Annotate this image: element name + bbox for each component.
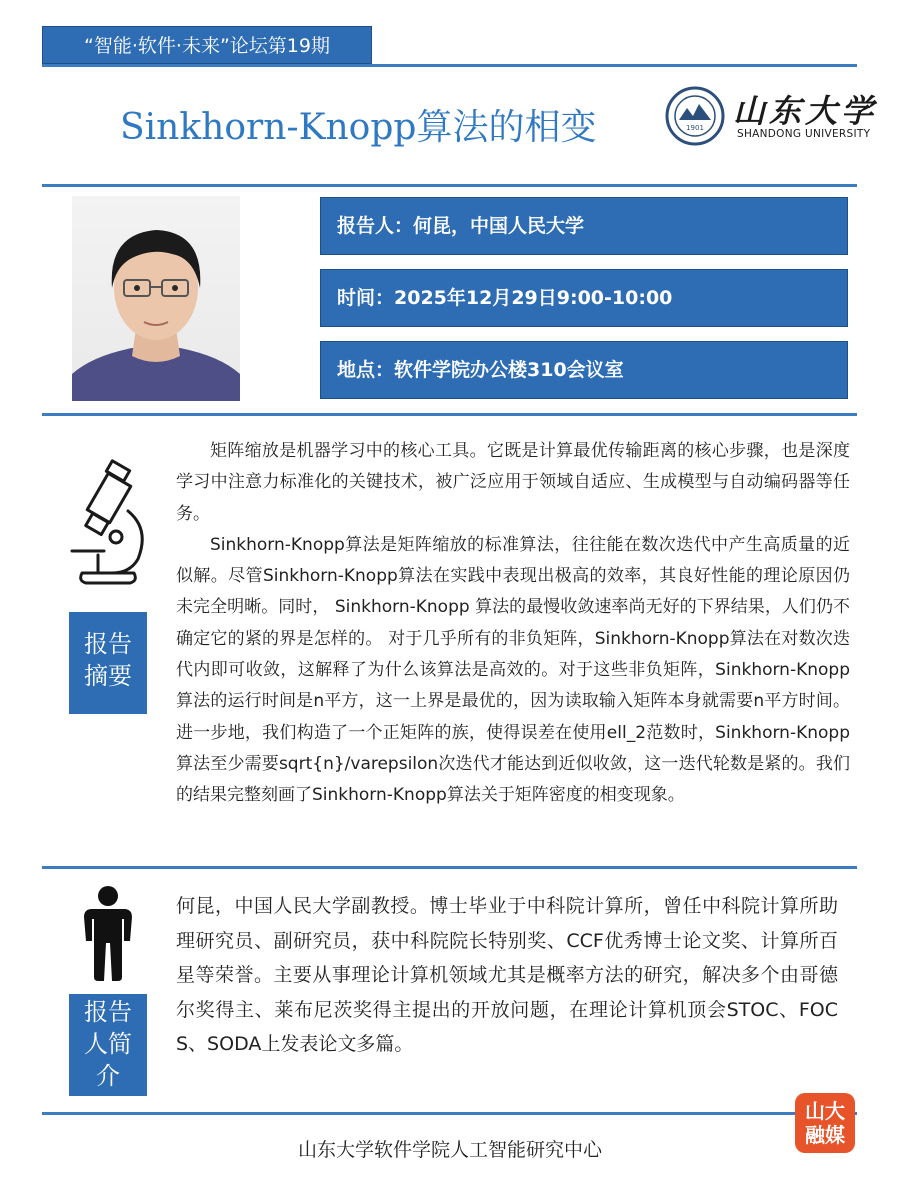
info-divider xyxy=(42,413,857,416)
bio-text: 何昆，中国人民大学副教授。博士毕业于中科院计算所，曾任中科院计算所助理研究员、副研究员，获中科院院长特别奖、CCF优秀博士论文奖、计算所百星等荣誉。主要从事理论计算机领域尤其是概率方法的研究，解决多个由哥德尔奖得主、莱布尼茨奖得主提出的开放问题，在理论计算机顶会STOC、FOCS、SODA上发表论文多篇。 xyxy=(176,895,838,1055)
university-name-chinese: 山东大学 xyxy=(733,92,878,130)
speaker-info-bar: 报告人：何昆，中国人民大学 xyxy=(320,197,848,255)
abstract-label-box: 报告摘要 xyxy=(69,612,147,714)
speaker-photo xyxy=(72,196,240,401)
page-title: Sinkhorn-Knopp算法的相变 xyxy=(120,107,597,148)
time-info-bar: 时间：2025年12月29日9:00-10:00 xyxy=(320,269,848,327)
media-logo xyxy=(795,1093,855,1153)
svg-text:1901: 1901 xyxy=(686,124,704,132)
media-logo-line2: 融媒 xyxy=(805,1123,845,1147)
university-logo xyxy=(665,84,878,154)
title-divider xyxy=(42,184,857,187)
media-logo-line1: 山大 xyxy=(805,1099,845,1123)
microscope-icon xyxy=(68,455,158,605)
abstract-paragraph-2: Sinkhorn-Knopp算法是矩阵缩放的标准算法，往往能在数次迭代中产生高质量的近似解。尽管Sinkhorn-Knopp算法在实践中表现出极高的效率，其良好性能的理论原因仍未完全明晰。同时， Sinkhorn-Knopp 算法的最慢收敛速率尚无好的下界结果，人们仍不确定它的紧的界是怎样的。 对于几乎所有的非负矩阵，Sinkhorn-Knopp算法在对数次迭代内即可收敛，这解释了为什么该算法是高效的。对于这些非负矩阵，Sinkhorn-Knopp算法的运行时间是n平方，这一上界是最优的，因为读取输入矩阵本身就需要n平方时间。进一步地，我们构造了一个正矩阵的族，使得误差在使用ell_2范数时，Sinkhorn-Knopp算法至少需要sqrt{n}/varepsilon次迭代才能达到近似收敛，这一迭代轮数是紧的。我们的结果完整刻画了Sinkhorn-Knopp算法关于矩阵密度的相变现象。 xyxy=(176,534,850,806)
footer-organization: 山东大学软件学院人工智能研究中心 xyxy=(297,1139,602,1161)
top-divider xyxy=(42,64,857,67)
forum-tag: “智能·软件·未来”论坛第19期 xyxy=(42,26,372,64)
university-seal-icon xyxy=(665,86,725,146)
abstract-paragraph-1: 矩阵缩放是机器学习中的核心工具。它既是计算最优传输距离的核心步骤，也是深度学习中注意力标准化的关键技术，被广泛应用于领域自适应、生成模型与自动编码器等任务。 xyxy=(176,441,850,524)
abstract-text xyxy=(176,436,850,812)
bottom-divider xyxy=(42,1112,857,1115)
bio-label-box: 报告人简介 xyxy=(69,994,147,1096)
person-icon xyxy=(80,885,136,981)
abstract-divider xyxy=(42,866,857,869)
university-name-english: SHANDONG UNIVERSITY xyxy=(737,128,871,140)
location-info-bar: 地点：软件学院办公楼310会议室 xyxy=(320,341,848,399)
